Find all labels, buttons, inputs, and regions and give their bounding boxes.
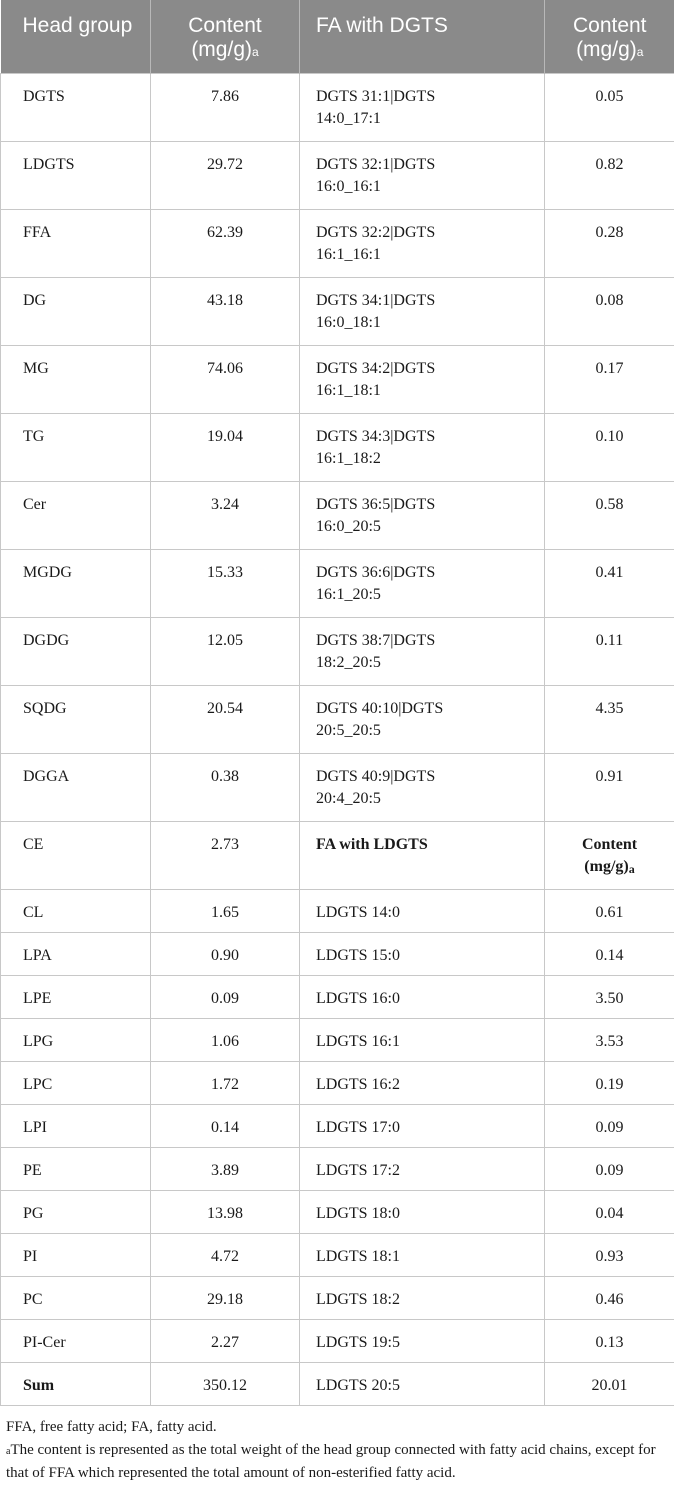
fa-cell — [300, 141, 545, 209]
fa-cell — [300, 413, 545, 481]
fa-with-ldgts-label: FA with LDGTS — [300, 821, 545, 889]
table-row — [1, 73, 674, 141]
fa-line2: 16:0_18:1 — [316, 313, 381, 331]
header-fa-with-dgts: FA with DGTS — [300, 0, 545, 73]
head-group-cell: LPE — [1, 975, 151, 1018]
table-row — [1, 549, 674, 617]
head-group-cell: CL — [1, 889, 151, 932]
table-row — [1, 1061, 674, 1104]
table-row — [1, 209, 674, 277]
head-group-cell: PI-Cer — [1, 1319, 151, 1362]
fa-content-cell: 0.19 — [545, 1061, 674, 1104]
fa-content-cell: 4.35 — [545, 685, 674, 753]
head-group-cell: MGDG — [1, 549, 151, 617]
fa-cell: LDGTS 18:2 — [300, 1276, 545, 1319]
head-group-cell: LDGTS — [1, 141, 151, 209]
content-cell: 20.54 — [151, 685, 300, 753]
fa-line1: DGTS 40:10|DGTS — [316, 699, 444, 717]
sum-content: 350.12 — [151, 1362, 300, 1405]
fa-cell: LDGTS 15:0 — [300, 932, 545, 975]
header-fa-content: Content $(mg/g)^a$ — [545, 0, 674, 73]
table-row — [1, 1104, 674, 1147]
table-row — [1, 1319, 674, 1362]
head-group-cell: LPA — [1, 932, 151, 975]
table-row — [1, 345, 674, 413]
ldgts-content-label: Content $(mg/g)^a$ — [545, 821, 674, 889]
table-row — [1, 685, 674, 753]
fa-cell: LDGTS 16:2 — [300, 1061, 545, 1104]
fa-content-cell: 0.82 — [545, 141, 674, 209]
table-row — [1, 277, 674, 345]
head-group-cell: FFA — [1, 209, 151, 277]
fa-content-cell: 0.28 — [545, 209, 674, 277]
table-row — [1, 1190, 674, 1233]
fa-line2: 14:0_17:1 — [316, 109, 381, 127]
table-body — [1, 73, 674, 1405]
head-group-cell: DGGA — [1, 753, 151, 821]
content-cell: 1.65 — [151, 889, 300, 932]
subheader-row — [1, 821, 674, 889]
fa-cell: LDGTS 18:1 — [300, 1233, 545, 1276]
sum-label: Sum — [1, 1362, 151, 1405]
table-row — [1, 617, 674, 685]
content-cell: 13.98 — [151, 1190, 300, 1233]
fa-cell — [300, 549, 545, 617]
fa-cell: LDGTS 18:0 — [300, 1190, 545, 1233]
fa-line1: DGTS 38:7|DGTS — [316, 631, 436, 649]
fa-content-cell: 0.58 — [545, 481, 674, 549]
content-cell: 0.09 — [151, 975, 300, 1018]
head-group-cell: DG — [1, 277, 151, 345]
table-row — [1, 932, 674, 975]
table-header-row — [1, 0, 674, 73]
content-cell: 29.18 — [151, 1276, 300, 1319]
content-cell: 0.14 — [151, 1104, 300, 1147]
fa-cell: LDGTS 14:0 — [300, 889, 545, 932]
table-row — [1, 1147, 674, 1190]
fa-content-cell: 0.08 — [545, 277, 674, 345]
content-cell: 15.33 — [151, 549, 300, 617]
fa-content-cell: 0.17 — [545, 345, 674, 413]
fa-line2: 16:0_20:5 — [316, 517, 381, 535]
table-row — [1, 889, 674, 932]
fa-line1: DGTS 36:6|DGTS — [316, 563, 436, 581]
head-group-cell: PE — [1, 1147, 151, 1190]
table-row — [1, 1276, 674, 1319]
content-cell: 19.04 — [151, 413, 300, 481]
content-cell: 4.72 — [151, 1233, 300, 1276]
fa-content-cell: 0.13 — [545, 1319, 674, 1362]
fa-line1: DGTS 34:3|DGTS — [316, 427, 436, 445]
fa-content-cell: 0.61 — [545, 889, 674, 932]
fa-content-cell: 0.09 — [545, 1147, 674, 1190]
table-row — [1, 753, 674, 821]
head-group-cell: LPG — [1, 1018, 151, 1061]
head-group-cell: TG — [1, 413, 151, 481]
head-group-cell: LPI — [1, 1104, 151, 1147]
content-cell: 62.39 — [151, 209, 300, 277]
content-cell: 0.90 — [151, 932, 300, 975]
table-row — [1, 141, 674, 209]
fa-cell — [300, 277, 545, 345]
fa-cell: LDGTS 19:5 — [300, 1319, 545, 1362]
fa-cell — [300, 345, 545, 413]
fa-cell — [300, 481, 545, 549]
fa-line1: DGTS 32:2|DGTS — [316, 223, 436, 241]
content-cell: 2.27 — [151, 1319, 300, 1362]
fa-line1: DGTS 32:1|DGTS — [316, 155, 436, 173]
content-cell: 74.06 — [151, 345, 300, 413]
table-row — [1, 1018, 674, 1061]
content-cell: 0.38 — [151, 753, 300, 821]
fa-line1: DGTS 36:5|DGTS — [316, 495, 436, 513]
fa-content-cell: 0.93 — [545, 1233, 674, 1276]
fa-content-cell: 0.09 — [545, 1104, 674, 1147]
table-notes — [0, 1406, 674, 1485]
fa-content-cell: 0.41 — [545, 549, 674, 617]
fa-content-cell: 0.05 — [545, 73, 674, 141]
fa-line2: 16:1_18:1 — [316, 381, 381, 399]
content-cell: 2.73 — [151, 821, 300, 889]
fa-cell — [300, 685, 545, 753]
fa-content-cell: 0.04 — [545, 1190, 674, 1233]
fa-content-cell: 20.01 — [545, 1362, 674, 1405]
fa-cell — [300, 617, 545, 685]
head-group-cell: Cer — [1, 481, 151, 549]
fa-line1: DGTS 31:1|DGTS — [316, 87, 436, 105]
fa-line2: 16:1_18:2 — [316, 449, 381, 467]
fa-cell — [300, 73, 545, 141]
content-cell: 29.72 — [151, 141, 300, 209]
fa-content-cell: 0.91 — [545, 753, 674, 821]
table-row — [1, 1233, 674, 1276]
footnote: $^a$The content is represented as the total weight of the head group connected with fatty acid chains, except for that of FFA which represented the total amount of non-esterified fatty acid. — [6, 1441, 656, 1481]
content-cell: 3.24 — [151, 481, 300, 549]
head-group-cell: PC — [1, 1276, 151, 1319]
head-group-cell: PI — [1, 1233, 151, 1276]
fa-cell: LDGTS 20:5 — [300, 1362, 545, 1405]
fa-content-cell: 0.11 — [545, 617, 674, 685]
head-group-cell: SQDG — [1, 685, 151, 753]
head-group-cell: LPC — [1, 1061, 151, 1104]
fa-content-cell: 3.53 — [545, 1018, 674, 1061]
fa-line2: 16:0_16:1 — [316, 177, 381, 195]
fa-content-cell: 0.10 — [545, 413, 674, 481]
head-group-cell: DGDG — [1, 617, 151, 685]
content-cell: 1.06 — [151, 1018, 300, 1061]
head-group-cell: DGTS — [1, 73, 151, 141]
head-group-cell: MG — [1, 345, 151, 413]
fa-line2: 18:2_20:5 — [316, 653, 381, 671]
fa-line1: DGTS 34:2|DGTS — [316, 359, 436, 377]
sum-row — [1, 1362, 674, 1405]
fa-line2: 16:1_20:5 — [316, 585, 381, 603]
fa-cell: LDGTS 17:0 — [300, 1104, 545, 1147]
content-cell: 3.89 — [151, 1147, 300, 1190]
content-cell: 12.05 — [151, 617, 300, 685]
content-cell: 1.72 — [151, 1061, 300, 1104]
table-row — [1, 975, 674, 1018]
head-group-cell: CE — [1, 821, 151, 889]
fa-line1: DGTS 34:1|DGTS — [316, 291, 436, 309]
fa-cell — [300, 209, 545, 277]
content-cell: 43.18 — [151, 277, 300, 345]
abbreviations-note: FFA, free fatty acid; FA, fatty acid. — [6, 1418, 217, 1435]
table-row — [1, 413, 674, 481]
fa-cell — [300, 753, 545, 821]
fa-content-cell: 3.50 — [545, 975, 674, 1018]
fa-content-cell: 0.46 — [545, 1276, 674, 1319]
fa-cell: LDGTS 16:0 — [300, 975, 545, 1018]
content-cell: 7.86 — [151, 73, 300, 141]
head-group-cell: PG — [1, 1190, 151, 1233]
fa-line1: DGTS 40:9|DGTS — [316, 767, 436, 785]
fa-content-cell: 0.14 — [545, 932, 674, 975]
table-row — [1, 481, 674, 549]
fa-cell: LDGTS 16:1 — [300, 1018, 545, 1061]
header-content: Content $(mg/g)^a$ — [151, 0, 300, 73]
header-head-group: Head group — [1, 0, 151, 73]
fa-line2: 20:4_20:5 — [316, 789, 381, 807]
fa-line2: 20:5_20:5 — [316, 721, 381, 739]
fa-line2: 16:1_16:1 — [316, 245, 381, 263]
fa-cell: LDGTS 17:2 — [300, 1147, 545, 1190]
